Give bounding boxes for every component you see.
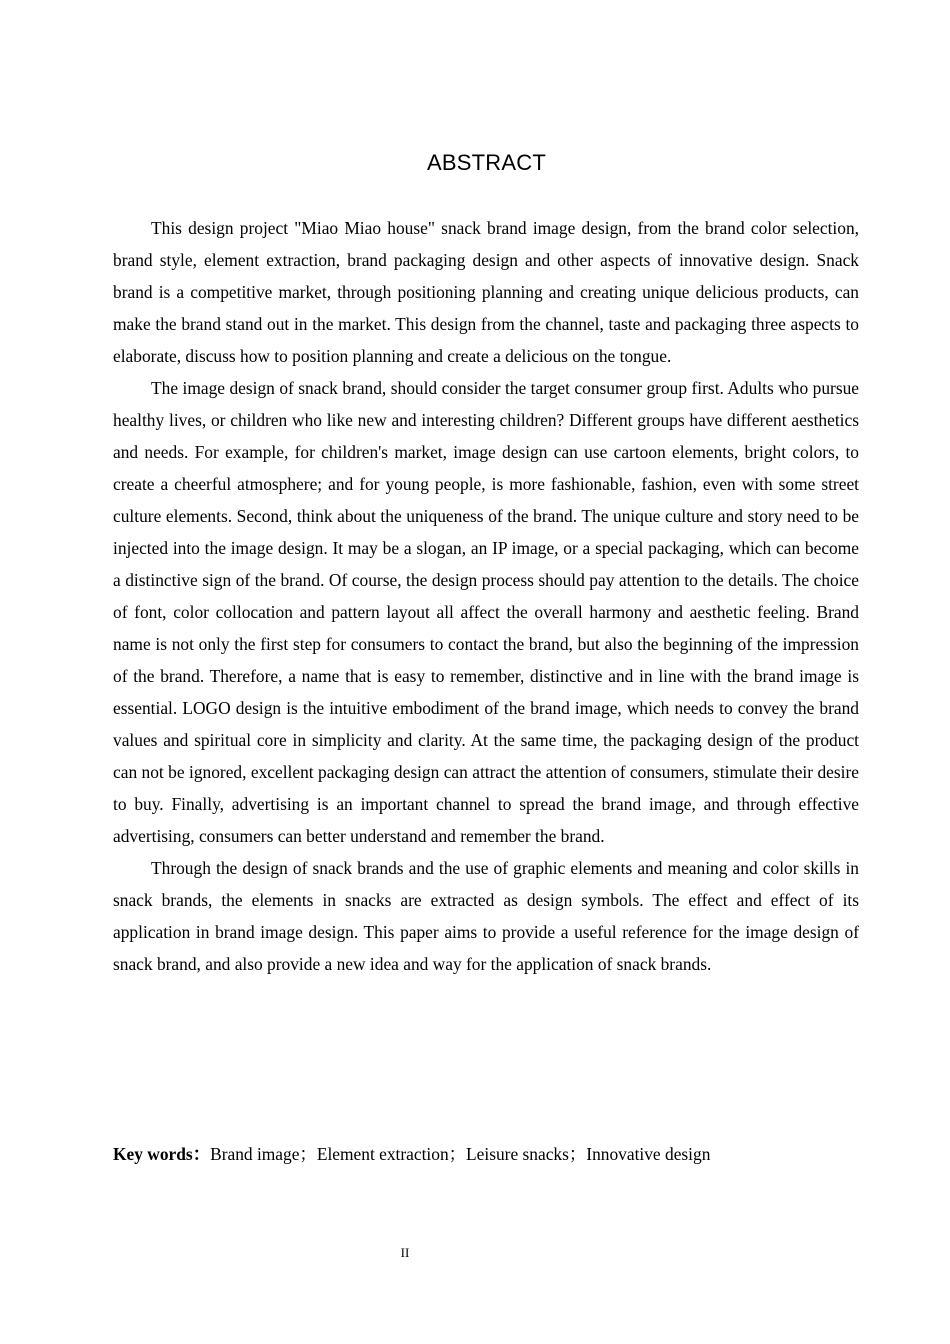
page-title: ABSTRACT <box>427 150 546 175</box>
abstract-paragraph-2: The image design of snack brand, should consider the target consumer group first. Adults who pursue healthy lives, or children who like new and interesting children? Different groups have different aesthetics and needs. For example, for children's market, image design can use cartoon elements, bright colors, to create a cheerful atmosphere; and for young people, is more fashionable, fashion, even with some street culture elements. Second, think about the uniqueness of the brand. The unique culture and story need to be injected into the image design. It may be a slogan, an IP image, or a special packaging, which can become a distinctive sign of the brand. Of course, the design process should pay attention to the details. The choice of font, color collocation and pattern layout all affect the overall harmony and aesthetic feeling. Brand name is not only the first step for consumers to contact the brand, but also the beginning of the impression of the brand. Therefore, a name that is easy to remember, distinctive and in line with the brand image is essential. LOGO design is the intuitive embodiment of the brand image, which needs to convey the brand values and spiritual core in simplicity and clarity. At the same time, the packaging design of the product can not be ignored, excellent packaging design can attract the attention of consumers, stimulate their desire to buy. Finally, advertising is an important channel to spread the brand image, and through effective advertising, consumers can better understand and remember the brand. <box>113 378 859 846</box>
keywords-line <box>113 1138 859 1170</box>
keywords-text: Brand image；Element extraction；Leisure snacks；Innovative design <box>210 1144 711 1164</box>
abstract-paragraph-1: This design project "Miao Miao house" snack brand image design, from the brand color selection, brand style, element extraction, brand packaging design and other aspects of innovative design. Snack brand is a competitive market, through positioning planning and creating unique delicious products, can make the brand stand out in the market. This design from the channel, taste and packaging three aspects to elaborate, discuss how to position planning and create a delicious on the tongue. <box>113 218 859 366</box>
page-number: II <box>400 1245 410 1260</box>
keywords-label: Key words： <box>113 1144 211 1164</box>
abstract-body <box>113 212 859 980</box>
abstract-paragraph-3: Through the design of snack brands and the use of graphic elements and meaning and color skills in snack brands, the elements in snacks are extracted as design symbols. The effect and effect of its application in brand image design. This paper aims to provide a useful reference for the image design of snack brand, and also provide a new idea and way for the application of snack brands. <box>113 858 859 974</box>
